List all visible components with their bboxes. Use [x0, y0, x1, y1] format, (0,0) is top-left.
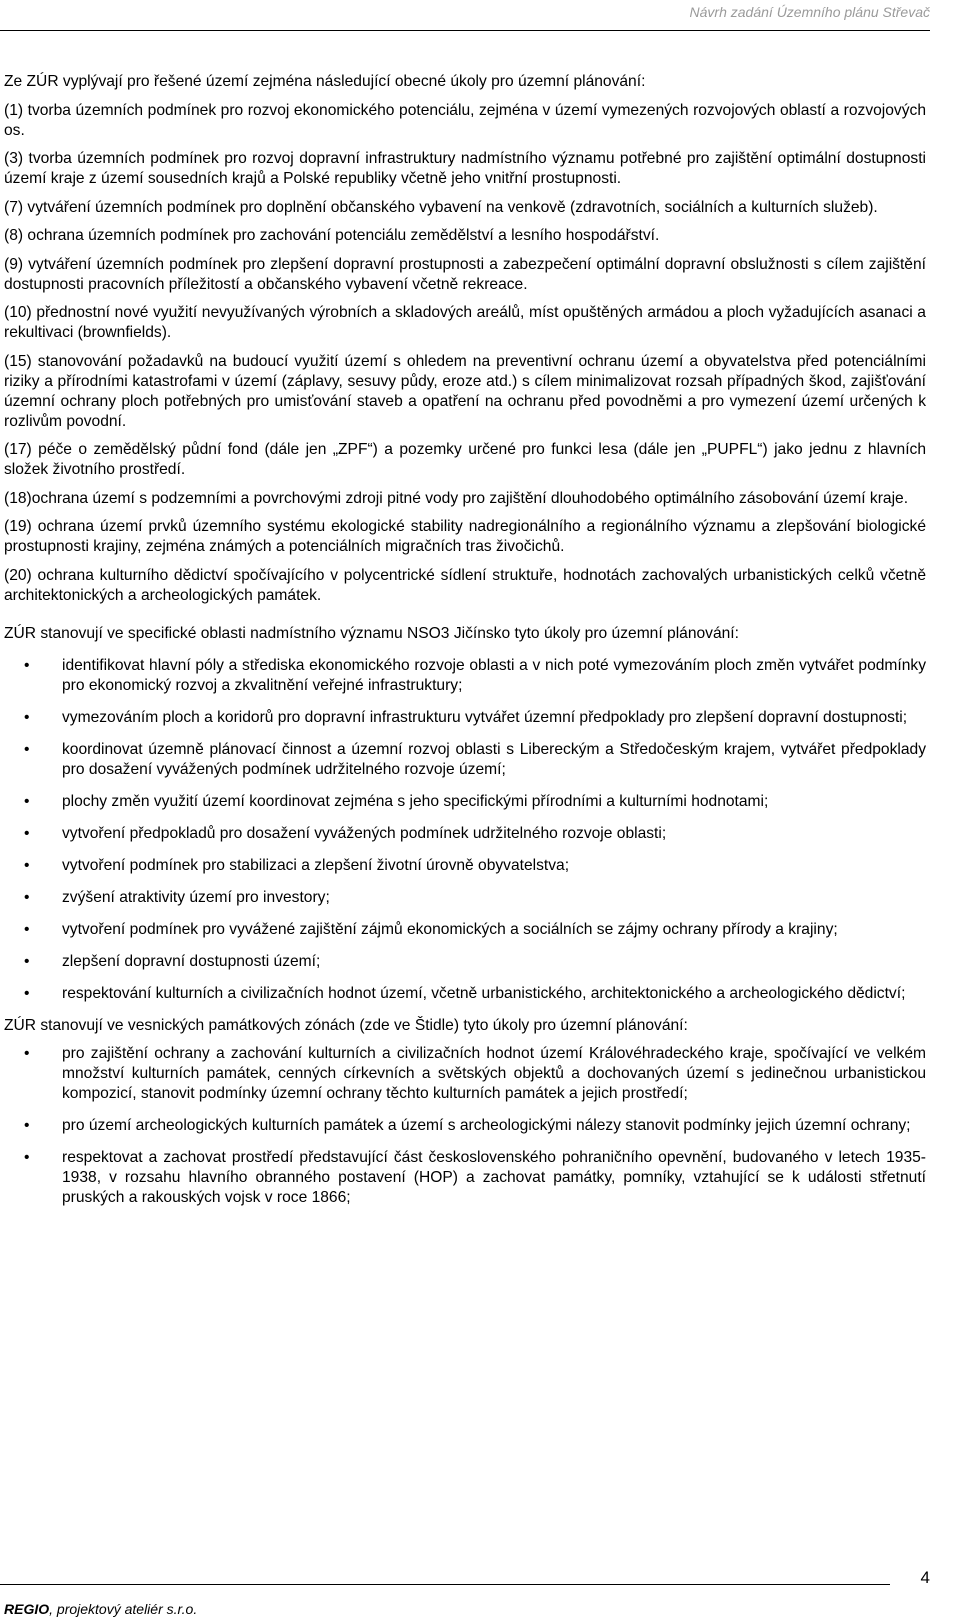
- list-item-text: respektovat a zachovat prostředí představující část československého pohraničního opevnění, budovaného v letech 1935-1938, v rozsahu hlavního obranného postavení (HOP) a zachovat památky, pomníky, vztahující se k události střetnutí pruských a rakouských vojsk v roce 1866;: [62, 1149, 926, 1206]
- bullet-icon: •: [24, 740, 30, 758]
- document-footer: [4, 1601, 197, 1617]
- bullet-icon: •: [24, 920, 30, 938]
- list-item-text: pro území archeologických kulturních památek a území s archeologickými nálezy stanovit podmínky jejich územní ochrany;: [62, 1117, 911, 1134]
- list-item: [4, 1044, 926, 1104]
- list-item: [4, 656, 926, 696]
- bullet-icon: •: [24, 1045, 30, 1062]
- list-item: [4, 824, 926, 844]
- task-paragraph: (18)ochrana území s podzemními a povrchovými zdroji pitné vody pro zajištění dlouhodobého optimálního zásobování území kraje.: [4, 489, 909, 507]
- list-item: [4, 740, 926, 780]
- bullet-icon: •: [24, 984, 30, 1002]
- list-item: [4, 984, 926, 1004]
- task-paragraph: (9) vytváření územních podmínek pro zlepšení dopravní prostupnosti a zabezpečení optimální dopravní obslužnosti s cílem zajištění dostupnosti pracovních příležitostí a občanského vybavení včetně rekreace.: [4, 255, 926, 293]
- footer-company: , projektový ateliér s.r.o.: [49, 1601, 198, 1617]
- task-paragraph: (3) tvorba územních podmínek pro rozvoj dopravní infrastruktury nadmístního významu potřebné pro zajištění optimální dostupnosti území kraje z území sousedních krajů a Polské republiky včetně jeho vnitřní prostupnosti.: [4, 150, 926, 187]
- document-body: [4, 72, 926, 1220]
- task-paragraph: (8) ochrana územních podmínek pro zachování potenciálu zemědělství a lesního hospodářství.: [4, 227, 660, 244]
- bullet-icon: •: [24, 952, 30, 970]
- villages-intro: ZÚR stanovují ve vesnických památkových zónách (zde ve Štidle) tyto úkoly pro územní plánování:: [4, 1016, 688, 1034]
- list-item-text: vytvoření podmínek pro stabilizaci a zlepšení životní úrovně obyvatelstva;: [62, 856, 570, 874]
- list-item-text: pro zajištění ochrany a zachování kulturních a civilizačních hodnot území Královéhradeckého kraje, spočívající ve velkém množství kulturních památek, cenných církevních a světských objektů a dochovaných území s jedinečnou urbanistickou kompozicí, stanovit podmínky územní ochrany těchto kulturních památek a jejich prostředí;: [62, 1045, 926, 1102]
- bullet-icon: •: [24, 1117, 30, 1134]
- list-item: [4, 952, 926, 972]
- list-item-text: vytvoření předpokladů pro dosažení vyvážených podmínek udržitelného rozvoje oblasti;: [62, 824, 667, 842]
- task-paragraph: (7) vytváření územních podmínek pro doplnění občanského vybavení na venkově (zdravotních, sociálních a kulturních služeb).: [4, 198, 878, 216]
- bullet-icon: •: [24, 708, 30, 726]
- list-item-text: identifikovat hlavní póly a střediska ekonomického rozvoje oblasti a v nich poté vymezováním ploch změn vytvářet podmínky pro ekonomický rozvoj a zkvalitnění veřejné infrastruktury;: [62, 656, 926, 694]
- list-item: [4, 1116, 926, 1136]
- task-paragraph: (15) stanovování požadavků na budoucí využití území s ohledem na preventivní ochranu území a obyvatelstva před potenciálními riziky a přírodními katastrofami v území (záplavy, sesuvy půdy, eroze atd.) s cílem minimalizovat rozsah případných škod, zajišťování územní ochrany ploch potřebných pro umisťování staveb a opatření na ochranu před povodněmi a pro vymezení území určených k rozlivům povodní.: [4, 352, 926, 430]
- list-item-text: koordinovat územně plánovací činnost a územní rozvoj oblasti s Libereckým a Středočeským krajem, vytvářet předpoklady pro dosažení vyvážených podmínek udržitelného rozvoje území;: [62, 740, 926, 778]
- document-header: Návrh zadání Územního plánu Střevač: [689, 4, 930, 20]
- list-item-text: plochy změn využití území koordinovat zejména s jeho specifickými přírodními a kulturními hodnotami;: [62, 792, 769, 810]
- list-item: [4, 1148, 926, 1208]
- bullet-icon: •: [24, 656, 30, 674]
- footer-divider: [0, 1584, 890, 1585]
- header-divider: [0, 30, 930, 31]
- page-number: 4: [920, 1568, 930, 1587]
- list-item: [4, 856, 926, 876]
- list-item: [4, 920, 926, 940]
- bullet-icon: •: [24, 888, 30, 906]
- footer-brand: REGIO: [4, 1601, 50, 1617]
- intro-paragraph: Ze ZÚR vyplývají pro řešené území zejména následující obecné úkoly pro územní plánování:: [4, 73, 646, 90]
- task-paragraph: (20) ochrana kulturního dědictví spočívajícího v polycentrické sídlení struktuře, hodnotách zachovalých urbanistických celků včetně architektonických a archeologických památek.: [4, 566, 926, 604]
- task-paragraph: (19) ochrana území prvků územního systému ekologické stability nadregionálního a regionálního významu a zlepšování biologické prostupnosti krajiny, zejména známých a potenciálních migračních tras živočichů.: [4, 518, 926, 555]
- list-item: [4, 888, 926, 908]
- bullet-icon: •: [24, 1149, 30, 1166]
- list-item-text: zvýšení atraktivity území pro investory;: [62, 888, 330, 906]
- list-item-text: vytvoření podmínek pro vyvážené zajištění zájmů ekonomických a sociálních se zájmy ochrany přírody a krajiny;: [62, 920, 838, 938]
- task-paragraph: (1) tvorba územních podmínek pro rozvoj ekonomického potenciálu, zejména v území vymezených rozvojových oblastí a rozvojových os.: [4, 101, 926, 139]
- task-paragraph: (10) přednostní nové využití nevyužívaných výrobních a skladových areálů, míst opuštěných armádou a ploch vyžadujících asanaci a rekultivaci (brownfields).: [4, 304, 926, 341]
- list-item: [4, 792, 926, 812]
- nso3-intro: ZÚR stanovují ve specifické oblasti nadmístního významu NSO3 Jičínsko tyto úkoly pro územní plánování:: [4, 624, 739, 642]
- list-item: [4, 708, 926, 728]
- villages-list: [4, 1044, 926, 1208]
- list-item-text: vymezováním ploch a koridorů pro dopravní infrastrukturu vytvářet územní předpoklady pro zlepšení dopravní dostupnosti;: [62, 708, 908, 726]
- list-item-text: zlepšení dopravní dostupnosti území;: [62, 952, 321, 970]
- task-paragraph: (17) péče o zemědělský půdní fond (dále jen „ZPF“) a pozemky určené pro funkci lesa (dále jen „PUPFL“) jako jednu z hlavních složek životního prostředí.: [4, 441, 926, 478]
- bullet-icon: •: [24, 856, 30, 874]
- nso3-list: [4, 656, 926, 1004]
- bullet-icon: •: [24, 792, 30, 810]
- list-item-text: respektování kulturních a civilizačních hodnot území, včetně urbanistického, architektonického a archeologického dědictví;: [62, 984, 906, 1002]
- bullet-icon: •: [24, 824, 30, 842]
